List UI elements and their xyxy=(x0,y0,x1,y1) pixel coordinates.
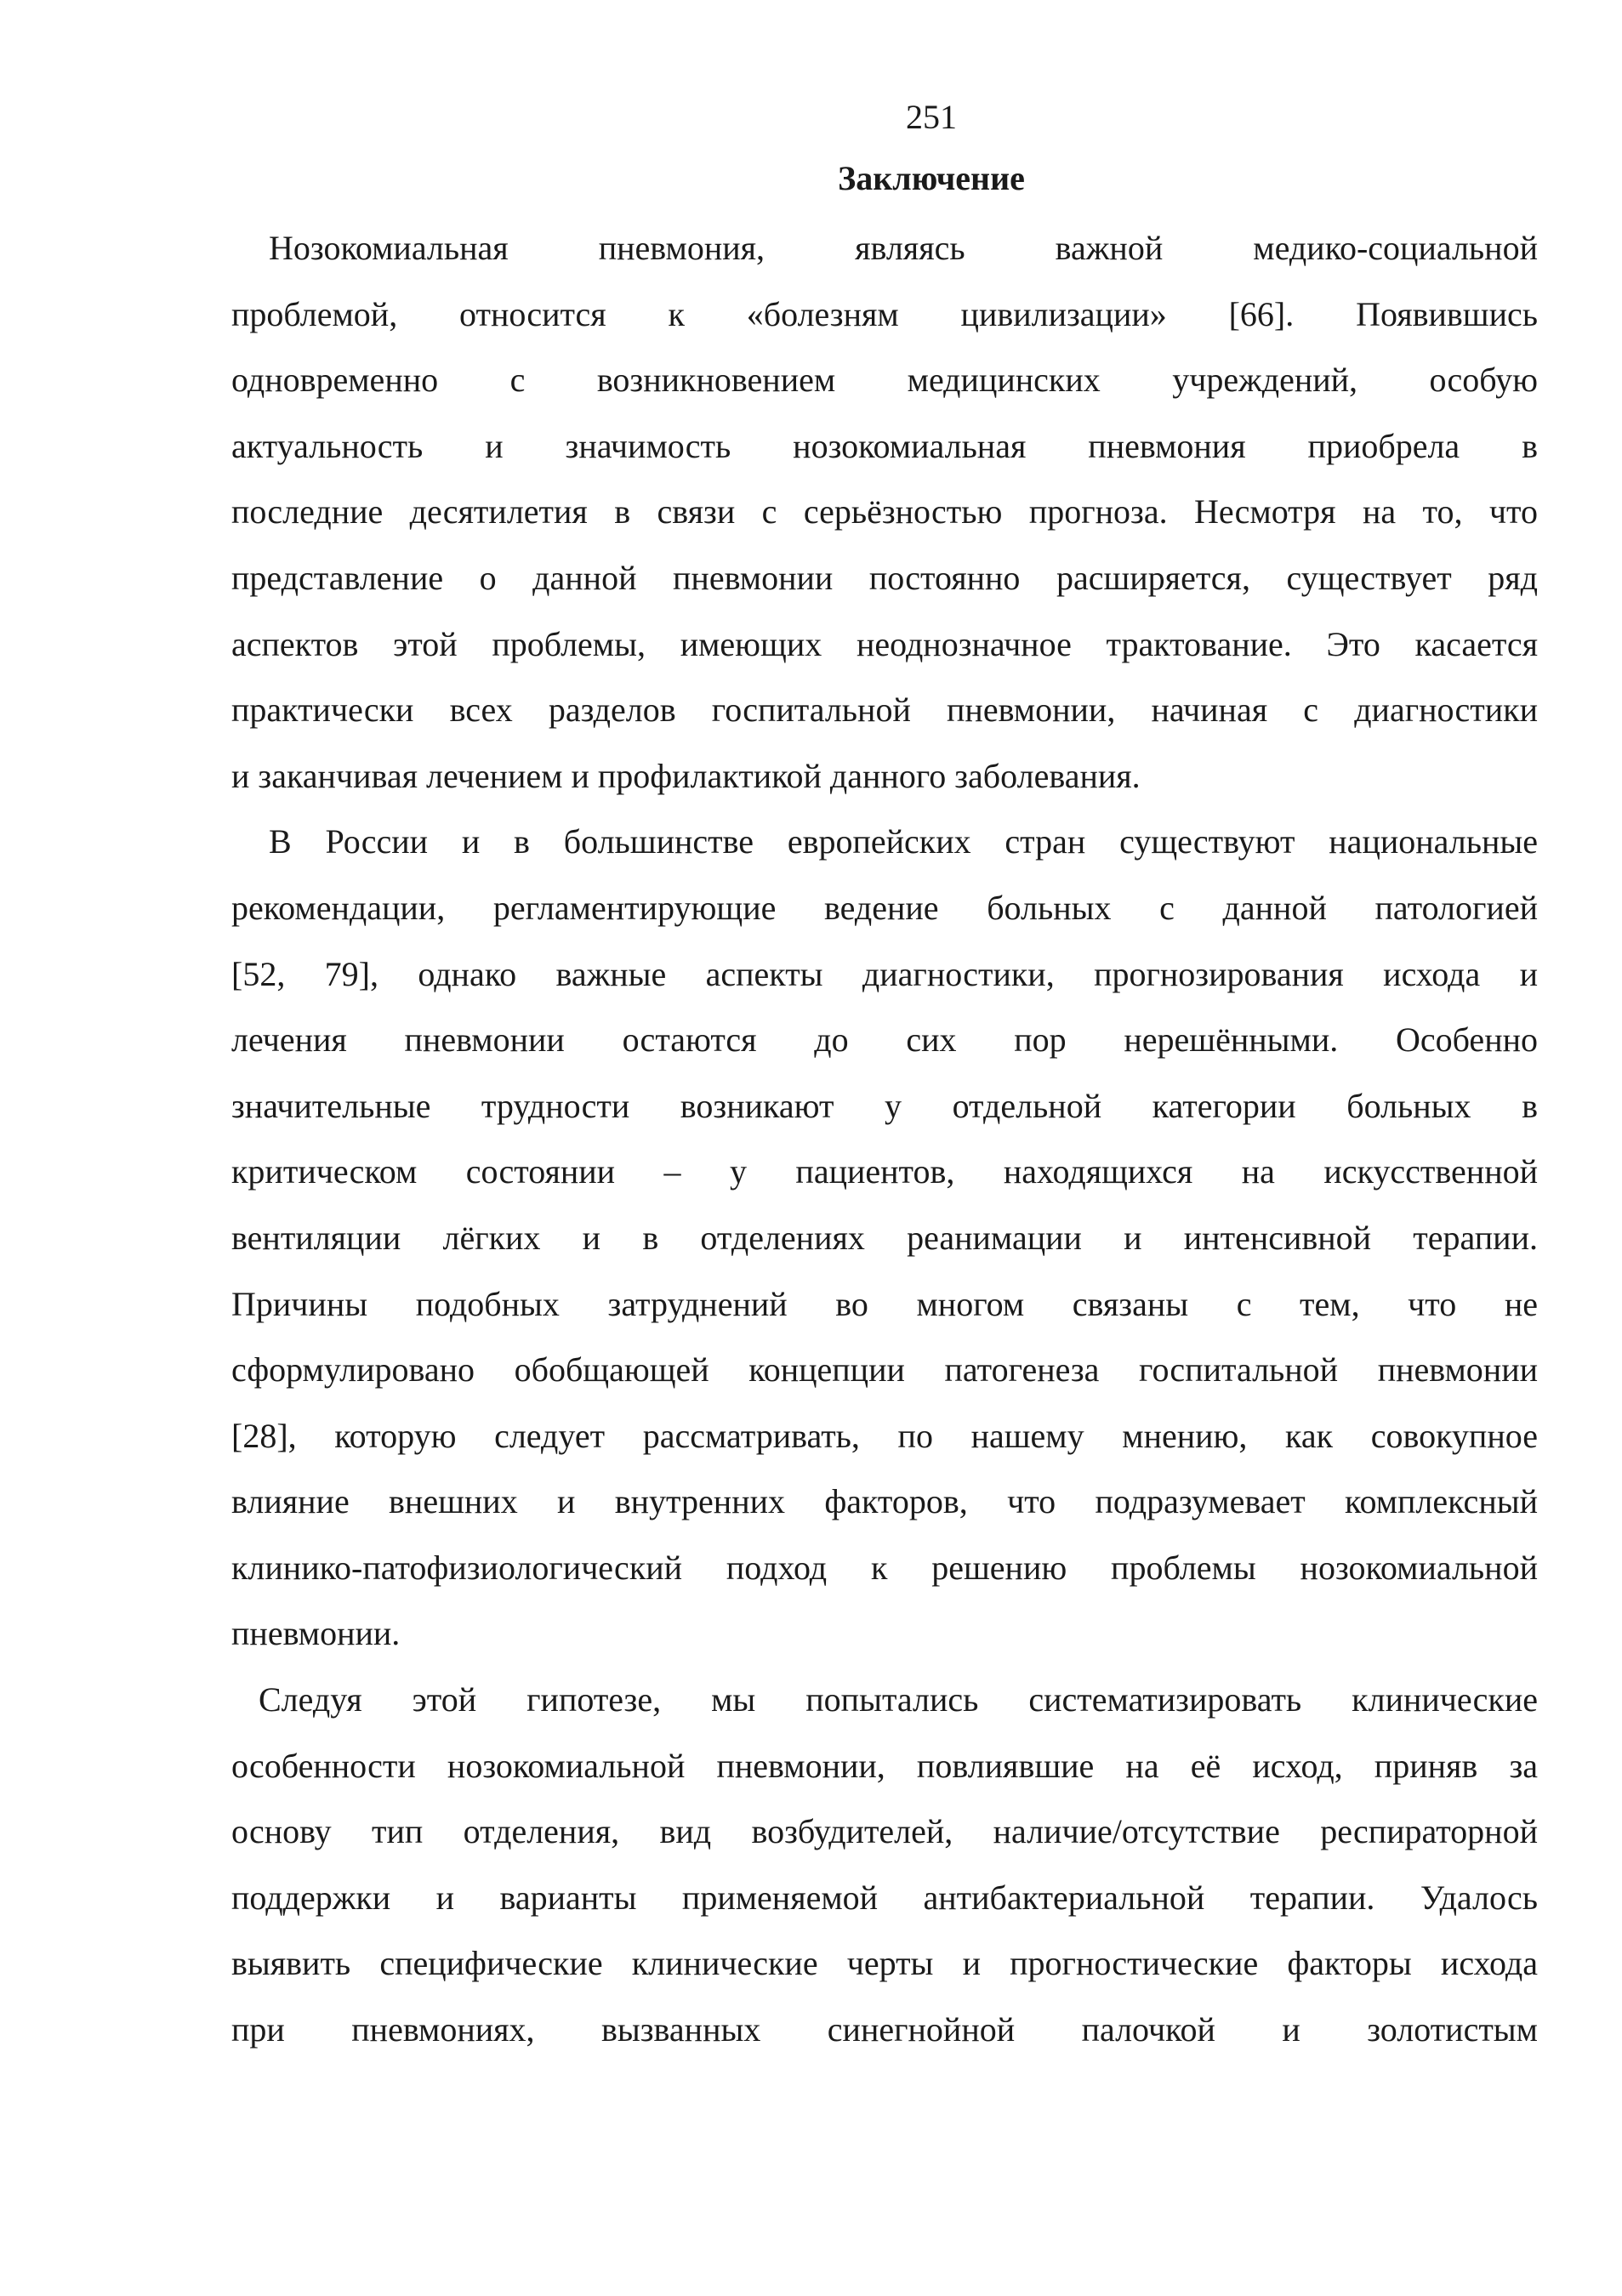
text-line: Причины подобных затруднений во многом связаны с тем, что не xyxy=(231,1284,1538,1323)
text-line: сформулировано обобщающей концепции патогенеза госпитальной пневмонии xyxy=(231,1350,1538,1390)
text-line: особенности нозокомиальной пневмонии, повлиявшие на её исход, приняв за xyxy=(231,1746,1538,1785)
text-line: пневмонии. xyxy=(231,1614,401,1653)
text-line: при пневмониях, вызванных синегнойной палочкой и золотистым xyxy=(231,2010,1538,2049)
text-line: [52, 79], однако важные аспекты диагностики, прогнозирования исхода и xyxy=(231,954,1538,993)
body-text xyxy=(231,215,1538,2063)
text-line: представление о данной пневмонии постоянно расширяется, существует ряд xyxy=(231,558,1538,597)
page-number: 251 xyxy=(906,98,957,136)
text-line: последние десятилетия в связи с серьёзностью прогноза. Несмотря на то, что xyxy=(231,492,1538,531)
text-line: критическом состоянии – у пациентов, находящихся на искусственной xyxy=(231,1152,1538,1191)
text-line: Следуя этой гипотезе, мы попытались систематизировать клинические xyxy=(259,1680,1538,1719)
paragraph-1 xyxy=(231,215,1538,809)
text-line: лечения пневмонии остаются до сих пор нерешёнными. Особенно xyxy=(231,1020,1538,1060)
text-line: основу тип отделения, вид возбудителей, наличие/отсутствие респираторной xyxy=(231,1812,1538,1851)
text-line: клинико-патофизиологический подход к решению проблемы нозокомиальной xyxy=(231,1548,1538,1587)
text-line: актуальность и значимость нозокомиальная пневмония приобрела в xyxy=(231,426,1538,465)
text-line: выявить специфические клинические черты и прогностические факторы исхода xyxy=(231,1944,1538,1983)
text-line: поддержки и варианты применяемой антибактериальной терапии. Удалось xyxy=(231,1878,1538,1917)
text-line: В России и в большинстве европейских стран существуют национальные xyxy=(269,822,1538,861)
paragraph-3 xyxy=(231,1667,1538,2063)
text-line: вентиляции лёгких и в отделениях реанимации и интенсивной терапии. xyxy=(231,1218,1538,1257)
text-line: влияние внешних и внутренних факторов, что подразумевает комплексный xyxy=(231,1482,1538,1521)
text-line: Нозокомиальная пневмония, являясь важной медико-социальной xyxy=(269,229,1538,267)
text-line: [28], которую следует рассматривать, по нашему мнению, как совокупное xyxy=(231,1416,1538,1455)
paragraph-2 xyxy=(231,809,1538,1667)
text-line: и заканчивая лечением и профилактикой данного заболевания. xyxy=(231,756,1141,795)
text-line: значительные трудности возникают у отдельной категории больных в xyxy=(231,1086,1538,1125)
text-line: проблемой, относится к «болезням цивилизации» [66]. Появившись xyxy=(231,294,1538,333)
text-line: одновременно с возникновением медицинских учреждений, особую xyxy=(231,361,1538,400)
page-title: Заключение xyxy=(838,159,1025,197)
text-line: рекомендации, регламентирующие ведение больных с данной патологией xyxy=(231,888,1538,927)
text-line: аспектов этой проблемы, имеющих неоднозначное трактование. Это касается xyxy=(231,624,1538,663)
text-line: практически всех разделов госпитальной пневмонии, начиная с диагностики xyxy=(231,691,1538,730)
